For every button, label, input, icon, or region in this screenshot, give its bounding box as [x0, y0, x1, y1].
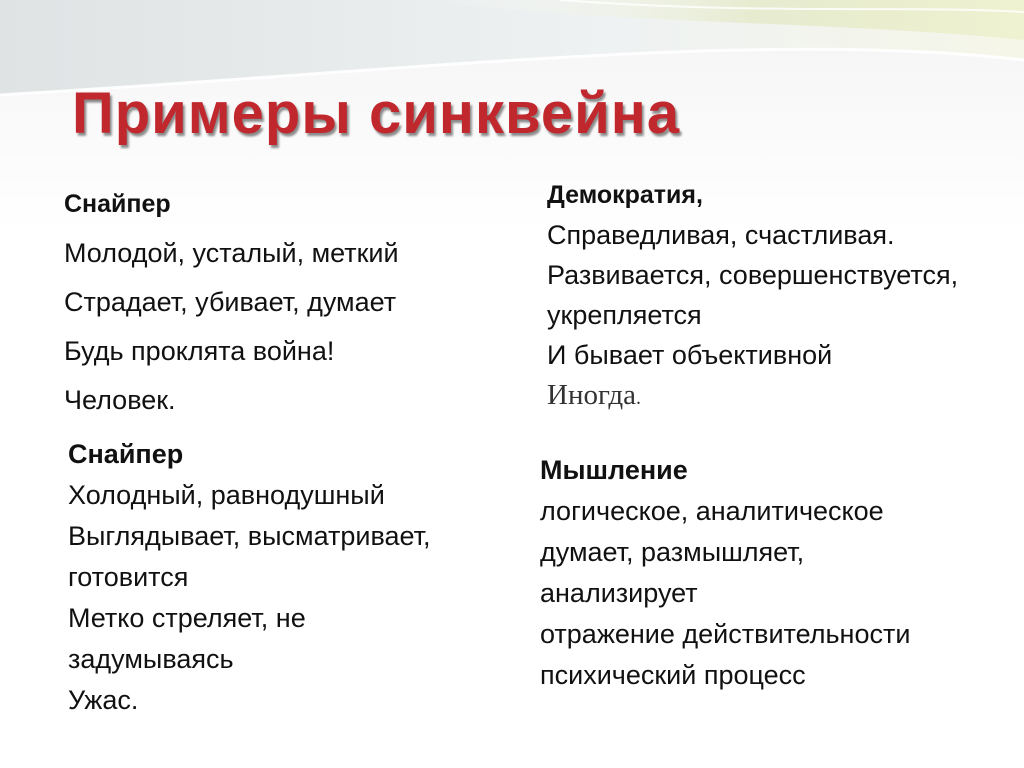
cinquain-sniper-1	[64, 180, 399, 425]
cinquain-line: Холодный, равнодушный	[68, 480, 385, 510]
cinquain-line: Развивается, совершенствуется,	[547, 260, 959, 290]
cinquain-final-line	[547, 375, 958, 418]
cinquain-line: Выглядывает, высматривает,	[68, 521, 431, 551]
cinquain-heading: Снайпер	[64, 190, 171, 218]
cinquain-heading: Демократия,	[547, 181, 703, 209]
cinquain-line: Ужас.	[68, 685, 139, 715]
cinquain-heading: Мышление	[540, 455, 688, 485]
cinquain-line: Молодой, усталый, меткий	[64, 238, 399, 268]
cinquain-line: анализирует	[540, 578, 698, 608]
cinquain-democracy	[547, 175, 958, 418]
cinquain-line: Человек.	[64, 385, 176, 415]
cinquain-line: Страдает, убивает, думает	[64, 287, 397, 317]
cinquain-sniper-2	[68, 434, 431, 721]
cinquain-line: Справедливая, счастливая.	[547, 220, 895, 250]
cinquain-line: Будь проклята война!	[64, 336, 335, 366]
cinquain-line: Метко стреляет, не	[68, 603, 306, 633]
cinquain-heading: Снайпер	[68, 439, 184, 469]
cinquain-line: И бывает объективной	[547, 340, 833, 370]
cinquain-line: думает, размышляет,	[540, 537, 805, 567]
cinquain-line: готовится	[68, 562, 189, 592]
cinquain-final-punct: .	[636, 387, 642, 409]
cinquain-final-word: Иногда	[547, 379, 637, 411]
slide-title: Примеры синквейна	[72, 81, 681, 146]
cinquain-line: логическое, аналитическое	[540, 496, 884, 526]
cinquain-line: отражение действительности	[540, 619, 911, 649]
cinquain-line: укрепляется	[547, 300, 702, 330]
cinquain-line: задумываясь	[68, 644, 234, 674]
cinquain-line: психический процесс	[540, 660, 806, 690]
cinquain-thinking	[540, 450, 910, 696]
